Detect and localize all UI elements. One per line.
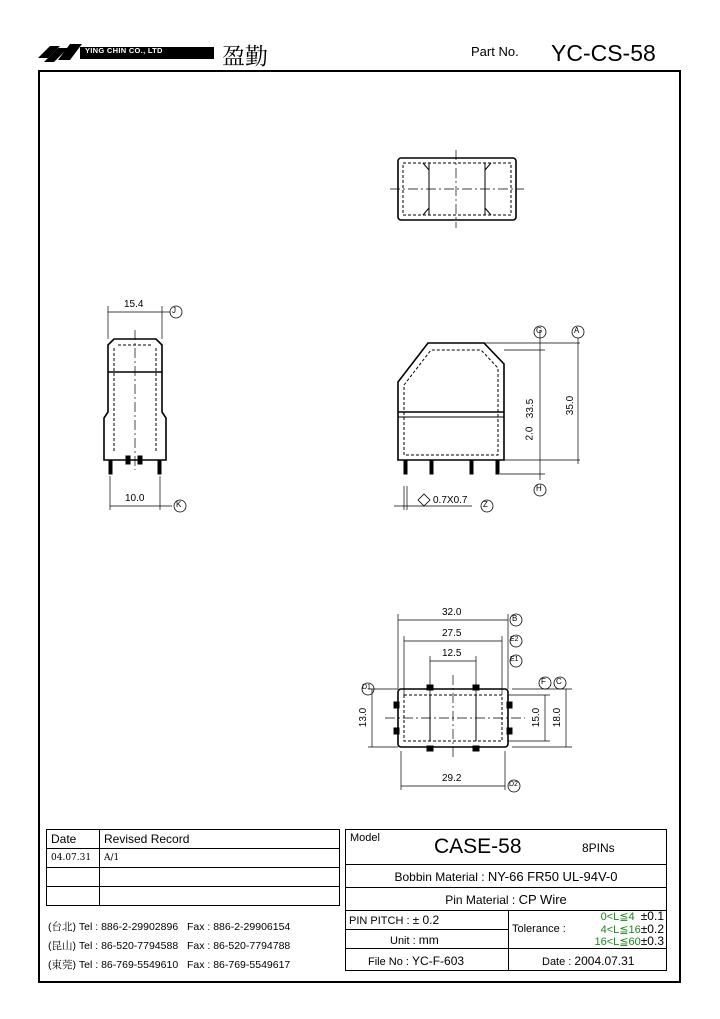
- model-value: CASE-58: [434, 835, 522, 858]
- unit-label: Unit :: [390, 935, 416, 947]
- tol-value: ±0.2: [640, 921, 664, 936]
- revision-table: [46, 829, 340, 906]
- tol-range: 0<L≦4: [600, 911, 635, 923]
- contact-tel: Tel : 886-2-29902896: [78, 921, 179, 933]
- pin-material: [346, 892, 666, 907]
- rev-col-record: Revised Record: [100, 830, 340, 849]
- contact-fax: Fax : 886-2-29906154: [186, 921, 291, 933]
- rev-row-date: [47, 868, 100, 887]
- date-value: 2004.07.31: [574, 954, 635, 968]
- title-block: [345, 829, 667, 971]
- dim-pin-size: 0.7X0.7: [433, 495, 468, 506]
- bobbin-material: [346, 869, 666, 884]
- file-value: YC-F-603: [412, 954, 465, 968]
- callout-z: Z: [483, 500, 488, 509]
- callout-g: G: [536, 326, 543, 335]
- dim-35-0: 35.0: [565, 395, 577, 416]
- tolerance-table: [546, 911, 664, 949]
- rev-row-record: A/1: [100, 849, 340, 868]
- date-label: Date :: [542, 956, 572, 968]
- pitch-value: ± 0.2: [412, 913, 440, 927]
- rev-row-date: [47, 887, 100, 906]
- pin-pitch: [349, 913, 439, 927]
- contact-tel: Tel : 86-769-5549610: [78, 959, 179, 971]
- unit: [390, 933, 439, 947]
- file-label: File No :: [368, 956, 409, 968]
- contact-kunshan: [48, 938, 290, 953]
- company-name: YING CHIN CO., LTD: [85, 46, 163, 55]
- bobbin-label: Bobbin Material :: [394, 870, 485, 884]
- dim-27-5: 27.5: [442, 628, 462, 639]
- dim-33-5: 33.5: [525, 398, 537, 419]
- dim-32-0: 32.0: [442, 607, 462, 618]
- pitch-label: PIN PITCH :: [349, 915, 410, 927]
- file-no: [368, 954, 464, 968]
- callout-d2: D2: [509, 781, 518, 788]
- callout-j: J: [172, 306, 176, 315]
- dim-18-0: 18.0: [552, 707, 564, 728]
- unit-value: mm: [418, 933, 439, 947]
- top-view: [390, 150, 524, 228]
- model-label: Model: [350, 832, 380, 844]
- contact-loc: (台北): [48, 921, 76, 933]
- dim-2-0: 2.0: [524, 426, 536, 441]
- tol-range: 16<L≦60: [594, 936, 641, 948]
- tol-range: 4<L≦16: [600, 923, 641, 936]
- contact-taipei: [48, 919, 290, 934]
- callout-f: F: [541, 677, 546, 686]
- pin-material-value: CP Wire: [518, 892, 567, 907]
- contact-fax: Fax : 86-520-7794788: [186, 940, 291, 952]
- tolerance-row: [546, 936, 664, 949]
- front-view: [394, 330, 580, 510]
- rev-row-record: [100, 868, 340, 887]
- contact-dongguan: [48, 957, 290, 972]
- part-no-value: YC-CS-58: [551, 40, 656, 66]
- dim-13-0: 13.0: [358, 707, 370, 728]
- callout-e2: E2: [510, 636, 519, 643]
- rev-col-date: Date: [47, 830, 100, 849]
- contact-fax: Fax : 86-769-5549617: [186, 959, 291, 971]
- callout-a: A: [574, 326, 580, 335]
- tol-value: ±0.1: [640, 909, 664, 923]
- tol-value: ±0.3: [640, 934, 664, 948]
- contact-loc: (東莞): [48, 959, 76, 971]
- callout-c: C: [556, 677, 562, 686]
- bottom-view: [368, 614, 572, 790]
- callout-b: B: [512, 614, 518, 623]
- dim-29-2: 29.2: [442, 773, 462, 784]
- callout-e1: E1: [510, 656, 519, 663]
- date: [542, 954, 634, 968]
- brand-chinese: 盈勤: [222, 44, 268, 70]
- dim-10-0: 10.0: [125, 493, 145, 504]
- part-no-label: Part No.: [471, 44, 519, 59]
- side-view: [104, 306, 172, 510]
- pins-value: 8PINs: [582, 841, 615, 855]
- dim-15-4: 15.4: [124, 299, 144, 310]
- bobbin-value: NY-66 FR50 UL-94V-0: [487, 869, 618, 884]
- rev-row-record: [100, 887, 340, 906]
- contact-tel: Tel : 86-520-7794588: [78, 940, 179, 952]
- rev-row-date: 04.07.31: [47, 849, 100, 868]
- tolerance-label: Tolerance :: [512, 923, 566, 935]
- dim-15-0: 15.0: [531, 707, 543, 728]
- callout-k: K: [176, 500, 182, 509]
- pin-material-label: Pin Material :: [445, 893, 516, 907]
- dim-12-5: 12.5: [442, 648, 462, 659]
- callout-d1: D1: [362, 684, 371, 691]
- contact-loc: (昆山): [48, 940, 76, 952]
- callout-h: H: [536, 484, 542, 493]
